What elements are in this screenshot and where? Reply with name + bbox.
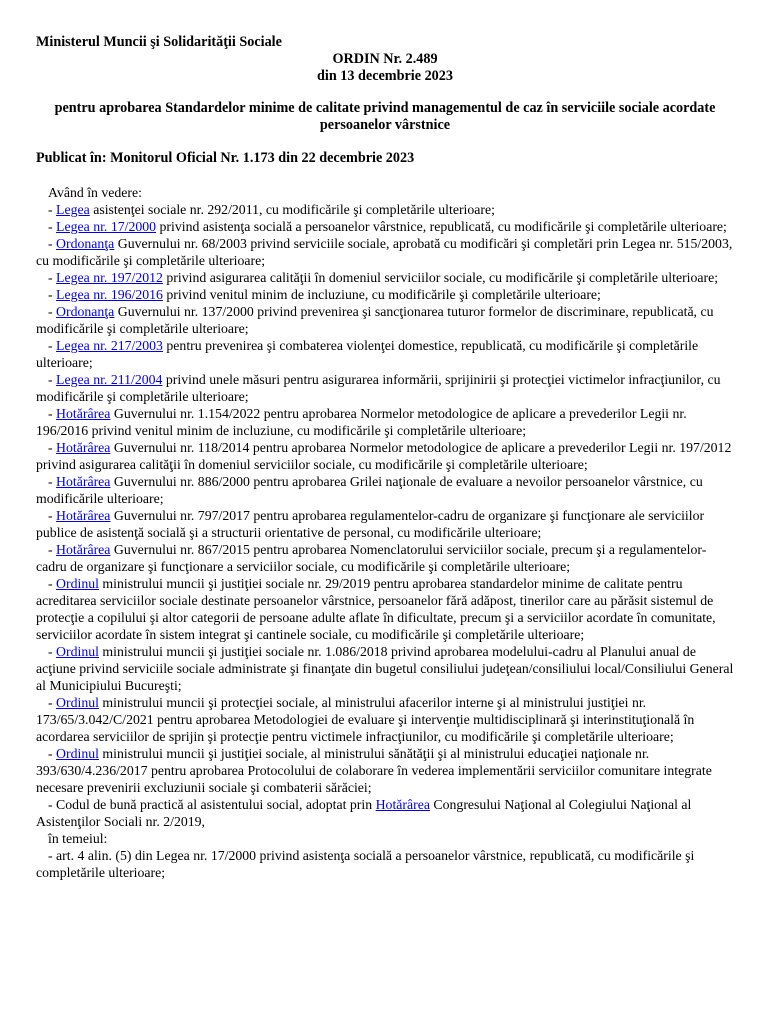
- list-item-text: asistenţei sociale nr. 292/2011, cu modificările şi completările ulterioare;: [89, 202, 495, 217]
- list-item-link[interactable]: Hotărârea: [56, 542, 111, 557]
- list-item: [36, 694, 734, 745]
- list-item: [36, 337, 734, 371]
- list-item-dash: -: [48, 270, 57, 285]
- legal-basis-list: [36, 201, 734, 796]
- list-item-text: privind asigurarea calităţii în domeniul serviciilor sociale, cu modificările şi completările ulterioare;: [162, 270, 719, 285]
- list-item-text: Guvernului nr. 1.154/2022 pentru aprobarea Normelor metodologice de aplicare a prevederilor Legii nr. 196/2016 privind venitul minim de incluziune, cu modificările şi completările ulterioare;: [36, 406, 687, 438]
- intro-line: Având în vedere:: [48, 185, 142, 200]
- code-item-link[interactable]: Hotărârea: [375, 797, 430, 812]
- list-item: [36, 218, 734, 235]
- list-item-link[interactable]: Legea: [56, 202, 90, 217]
- list-item-link[interactable]: Ordinul: [56, 644, 99, 659]
- list-item-text: ministrului muncii şi justiţiei sociale, al ministrului sănătăţii şi al ministrului educaţiei naţionale nr. 393/630/4.236/2017 pentru aprobarea Protocolului de colaborare în vederea implementării serviciilor comunitare integrate necesare prevenirii excluziunii sociale şi combaterii sărăciei;: [36, 746, 712, 795]
- list-item: [36, 405, 734, 439]
- list-item-text: Guvernului nr. 797/2017 pentru aprobarea regulamentelor-cadru de organizare şi funcţionare ale serviciilor publice de asistenţă socială şi a structurii orientative de personal, cu modificările ulterioare;: [36, 508, 705, 540]
- list-item-text: Guvernului nr. 118/2014 pentru aprobarea Normelor metodologice de aplicare a prevederilor Legii nr. 197/2012 privind asigurarea calităţii în domeniul serviciilor sociale, cu modificările şi completările ulterioare;: [36, 440, 732, 472]
- list-item: [36, 269, 734, 286]
- code-item-after: Congresului Naţional al Colegiului Naţional al Asistenţilor Sociali nr. 2/2019,: [36, 797, 692, 829]
- list-item-link[interactable]: Legea nr. 197/2012: [56, 270, 163, 285]
- list-item-link[interactable]: Legea nr. 217/2003: [56, 338, 163, 353]
- list-item-link[interactable]: Legea nr. 211/2004: [56, 372, 163, 387]
- list-item-link[interactable]: Hotărârea: [56, 440, 111, 455]
- code-item-before: - Codul de bună practică al asistentului social, adoptat prin: [48, 797, 376, 812]
- list-item-dash: -: [48, 542, 57, 557]
- order-number: ORDIN Nr. 2.489: [332, 51, 438, 67]
- list-item-dash: -: [48, 372, 57, 387]
- list-item-link[interactable]: Ordinul: [56, 695, 99, 710]
- list-item: [36, 473, 734, 507]
- list-item-dash: -: [48, 508, 57, 523]
- list-item: [36, 303, 734, 337]
- list-item-link[interactable]: Ordinul: [56, 746, 99, 761]
- list-item-link[interactable]: Ordonanţa: [56, 236, 115, 251]
- list-item: [36, 286, 734, 303]
- list-item-link[interactable]: Hotărârea: [56, 508, 111, 523]
- list-item-dash: -: [48, 746, 57, 761]
- list-item-dash: -: [48, 236, 57, 251]
- list-item-text: Guvernului nr. 68/2003 privind serviciile sociale, aprobată cu modificări şi completări prin Legea nr. 515/2003, cu modificările şi completările ulterioare;: [36, 236, 733, 268]
- list-item-dash: -: [48, 304, 57, 319]
- list-item-text: privind unele măsuri pentru asigurarea informării, sprijinirii şi protecţiei victimelor infracţiunilor, cu modificările şi completările ulterioare;: [36, 372, 721, 404]
- list-item-link[interactable]: Legea nr. 17/2000: [56, 219, 157, 234]
- list-item: [36, 643, 734, 694]
- list-item-text: Guvernului nr. 137/2000 privind prevenirea şi sancţionarea tuturor formelor de discriminare, republicată, cu modificările şi completările ulterioare;: [36, 304, 714, 336]
- list-item-link[interactable]: Ordinul: [56, 576, 99, 591]
- last-item: - art. 4 alin. (5) din Legea nr. 17/2000 privind asistenţa socială a persoanelor vârstnice, republicată, cu modificările şi completările ulterioare;: [36, 848, 695, 880]
- list-item-text: privind venitul minim de incluziune, cu modificările şi completările ulterioare;: [162, 287, 601, 302]
- list-item-dash: -: [48, 338, 57, 353]
- list-item: [36, 575, 734, 643]
- list-item-dash: -: [48, 219, 57, 234]
- list-item-link[interactable]: Hotărârea: [56, 474, 111, 489]
- order-date: din 13 decembrie 2023: [317, 68, 453, 84]
- list-item-text: ministrului muncii şi protecţiei sociale, al ministrului afacerilor interne şi al ministrului justiţiei nr. 173/65/3.042/C/2021 pentru aprobarea Metodologiei de evaluare şi intervenţie multidisciplinară şi interinstituţională în acordarea serviciilor de sprijin şi protecţie pentru victimele infracţiunilor, cu modificările şi completările ulterioare;: [36, 695, 695, 744]
- list-item: [36, 541, 734, 575]
- list-item: [36, 796, 734, 830]
- list-item: [36, 745, 734, 796]
- list-item-link[interactable]: Hotărârea: [56, 406, 111, 421]
- list-item-dash: -: [48, 440, 57, 455]
- list-item-dash: -: [48, 202, 57, 217]
- list-item-dash: -: [48, 576, 57, 591]
- list-item-dash: -: [48, 695, 57, 710]
- list-item: [36, 235, 734, 269]
- list-item-text: pentru prevenirea şi combaterea violenţei domestice, republicată, cu modificările şi completările ulterioare;: [36, 338, 699, 370]
- list-item-dash: -: [48, 474, 57, 489]
- list-item-text: Guvernului nr. 886/2000 pentru aprobarea Grilei naţionale de evaluare a nevoilor persoanelor vârstnice, cu modificările ulterioare;: [36, 474, 703, 506]
- list-item-text: ministrului muncii şi justiţiei sociale nr. 1.086/2018 privind aprobarea modelului-cadru al Planului anual de acţiune privind serviciile sociale administrate şi finanţate din bugetul consiliului judeţean/consiliului local/Consiliului General al Municipiului Bucureşti;: [36, 644, 734, 693]
- list-item-text: ministrului muncii şi justiţiei sociale nr. 29/2019 pentru aprobarea standardelor minime de calitate pentru acreditarea serviciilor sociale destinate persoanelor vârstnice, persoanelor fără adăpost, tinerilor care au părăsit sistemul de protecţie a copilului şi altor categorii de persoane adulte aflate în dificultate, precum şi a serviciilor acordate în comunitate, serviciilor acordate în sistem integrat şi cantinele sociale, cu modificările şi completările ulterioare;: [36, 576, 716, 642]
- temei-line: în temeiul:: [48, 831, 108, 846]
- list-item-dash: -: [48, 644, 57, 659]
- list-item: [36, 507, 734, 541]
- list-item: [36, 201, 734, 218]
- list-item-link[interactable]: Ordonanţa: [56, 304, 115, 319]
- document-body: [36, 184, 734, 881]
- list-item-dash: -: [48, 287, 57, 302]
- ministry-name: Ministerul Muncii şi Solidarităţii Sociale: [36, 34, 282, 50]
- list-item: [36, 439, 734, 473]
- order-title: pentru aprobarea Standardelor minime de calitate privind managementul de caz în serviciile sociale acordate persoanelor vârstnice: [54, 100, 716, 133]
- list-item-text: privind asistenţa socială a persoanelor vârstnice, republicată, cu modificările şi completările ulterioare;: [156, 219, 727, 234]
- list-item-dash: -: [48, 406, 57, 421]
- publication-info: Publicat în: Monitorul Oficial Nr. 1.173 din 22 decembrie 2023: [36, 150, 415, 166]
- list-item-text: Guvernului nr. 867/2015 pentru aprobarea Nomenclatorului serviciilor sociale, precum şi a regulamentelor-cadru de organizare şi funcţionare a serviciilor sociale, cu modificările şi completările ulterioare;: [36, 542, 707, 574]
- list-item: [36, 371, 734, 405]
- list-item-link[interactable]: Legea nr. 196/2016: [56, 287, 163, 302]
